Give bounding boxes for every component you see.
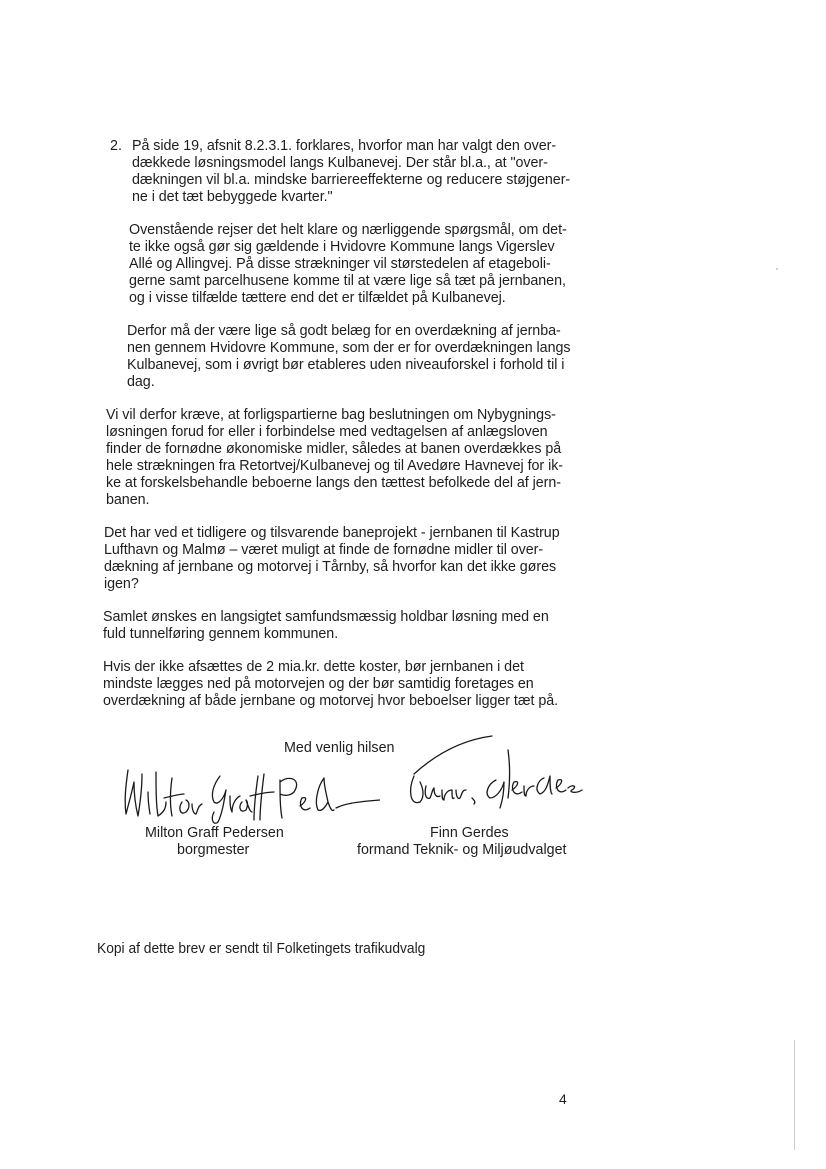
signatory-2-name: Finn Gerdes <box>430 825 509 841</box>
text-line: ne i det tæt bebyggede kvarter." <box>132 189 333 205</box>
signatory-2-title: formand Teknik- og Miljøudvalget <box>357 842 567 858</box>
text-line: løsningen forud for eller i forbindelse med vedtagelsen af anlægsloven <box>106 424 548 440</box>
text-line: Samlet ønskes en langsigtet samfundsmæssig holdbar løsning med en <box>103 609 549 625</box>
text-line: og i visse tilfælde tættere end det er tilfældet på Kulbanevej. <box>129 290 506 306</box>
text-line: hele strækningen fra Retortvej/Kulbanevej og til Avedøre Havnevej for ik- <box>106 458 563 474</box>
list-number: 2. <box>110 138 122 154</box>
text-line: fuld tunnelføring gennem kommunen. <box>103 626 339 642</box>
text-line: Hvis der ikke afsættes de 2 mia.kr. dette koster, bør jernbanen i det <box>103 659 524 675</box>
scan-artifact-dot <box>776 268 778 270</box>
text-line: te ikke også gør sig gældende i Hvidovre Kommune langs Vigerslev <box>129 239 555 255</box>
signatory-1-name: Milton Graff Pedersen <box>145 825 284 841</box>
page-number: 4 <box>559 1091 567 1107</box>
text-line: På side 19, afsnit 8.2.3.1. forklares, hvorfor man har valgt den over- <box>132 138 557 154</box>
closing-greeting: Med venlig hilsen <box>284 740 395 756</box>
text-line: Lufthavn og Malmø – været muligt at finde de fornødne midler til over- <box>104 542 544 558</box>
text-line: gerne samt parcelhusene komme til at være lige så tæt på jernbanen, <box>129 273 566 289</box>
text-line: dækkede løsningsmodel langs Kulbanevej. Der står bl.a., at "over- <box>132 155 548 171</box>
text-line: Derfor må der være lige så godt belæg for en overdækning af jernba- <box>127 323 561 339</box>
text-line: ke at forskelsbehandle beboerne langs den tættest befolkede del af jern- <box>106 475 561 491</box>
copy-note: Kopi af dette brev er sendt til Folketingets trafikudvalg <box>97 940 426 957</box>
signatory-1-title: borgmester <box>177 842 250 858</box>
text-line: dækningen vil bl.a. mindske barriereeffekterne og reducere støjgener- <box>132 172 571 188</box>
signature-milton-graff-pedersen <box>118 762 380 828</box>
text-line: finder de fornødne økonomiske midler, således at banen overdækkes på <box>106 441 562 457</box>
text-line: igen? <box>104 576 139 592</box>
text-line: overdækning af både jernbane og motorvej hvor beboelser ligger tæt på. <box>103 693 559 709</box>
text-line: dag. <box>127 374 155 390</box>
text-line: Vi vil derfor kræve, at forligspartierne bag beslutningen om Nybygnings- <box>106 407 556 423</box>
scan-artifact-line <box>794 1040 795 1150</box>
text-line: Kulbanevej, som i øvrigt bør etableres uden niveauforskel i forhold til i <box>127 357 565 373</box>
text-line: Det har ved et tidligere og tilsvarende baneprojekt - jernbanen til Kastrup <box>104 525 560 541</box>
text-line: dækning af jernbane og motorvej i Tårnby, så hvorfor kan det ikke gøres <box>104 559 557 575</box>
text-line: Allé og Allingvej. På disse strækninger vil størstedelen af etageboli- <box>129 256 551 272</box>
signature-finn-gerdes <box>400 732 585 814</box>
text-line: Ovenstående rejser det helt klare og nærliggende spørgsmål, om det- <box>129 222 567 238</box>
text-line: mindste lægges ned på motorvejen og der bør samtidig foretages en <box>103 676 534 692</box>
text-line: banen. <box>106 492 150 508</box>
text-line: nen gennem Hvidovre Kommune, som der er for overdækningen langs <box>127 340 571 356</box>
